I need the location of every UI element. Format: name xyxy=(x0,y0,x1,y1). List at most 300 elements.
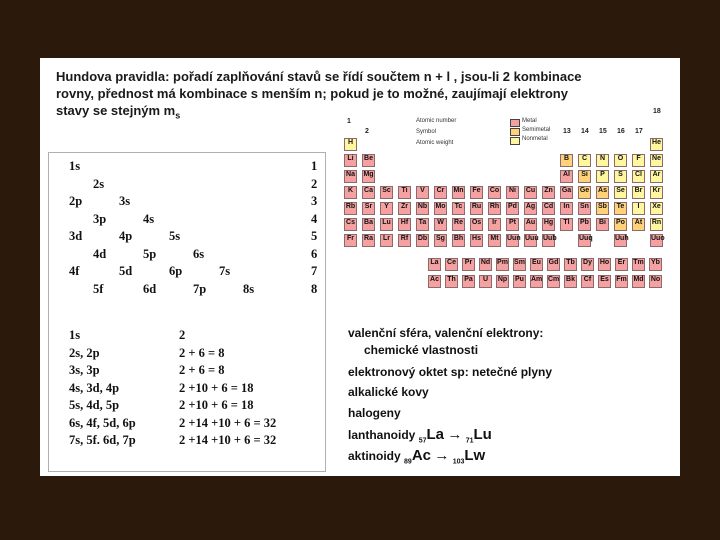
element-cell xyxy=(398,218,411,231)
shell-capacity: 2 + 6 = 8 xyxy=(179,363,225,377)
lanthanoids-start: La xyxy=(426,426,444,443)
element-symbol: Se xyxy=(616,187,625,194)
element-cell xyxy=(362,218,375,231)
shell-capacity: 2 +10 + 6 = 18 xyxy=(179,398,254,412)
actinoids-end-z: 103 xyxy=(452,458,465,466)
element-cell xyxy=(596,170,609,183)
orbital-cell: 2s xyxy=(93,176,105,191)
element-cell xyxy=(542,202,555,215)
row-number: 4 xyxy=(311,211,318,226)
element-symbol: Uub xyxy=(543,235,557,242)
element-cell xyxy=(524,186,537,199)
element-symbol: Rb xyxy=(345,203,356,210)
element-symbol: Yb xyxy=(651,259,660,266)
element-symbol: Xe xyxy=(652,203,661,210)
element-cell xyxy=(632,275,645,288)
element-symbol: Er xyxy=(617,259,626,266)
element-symbol: Ca xyxy=(364,187,373,194)
element-symbol: Cl xyxy=(635,171,642,178)
orbital-cell: 1s xyxy=(69,159,81,173)
valence-line: valenční sféra, valenční elektrony: xyxy=(348,326,544,340)
legend-symbol: Symbol xyxy=(416,129,437,135)
element-symbol: Nb xyxy=(417,203,428,210)
element-symbol: Ir xyxy=(492,219,497,226)
element-cell xyxy=(578,202,591,215)
element-symbol: Bh xyxy=(453,235,464,242)
element-cell xyxy=(344,186,357,199)
element-symbol: Hf xyxy=(400,219,409,226)
element-cell xyxy=(428,258,441,271)
element-cell xyxy=(362,202,375,215)
group-label: 1 xyxy=(347,118,351,125)
legend-semimetal-swatch xyxy=(510,128,520,136)
element-symbol: Mo xyxy=(435,203,446,210)
element-cell xyxy=(650,186,663,199)
row-number: 6 xyxy=(311,246,318,261)
element-cell xyxy=(650,218,663,231)
periodic-table xyxy=(340,108,678,298)
element-symbol: Es xyxy=(600,276,609,283)
element-cell xyxy=(344,218,357,231)
element-cell xyxy=(578,218,591,231)
element-symbol: As xyxy=(598,187,607,194)
element-symbol: Uuq xyxy=(579,235,593,242)
element-cell xyxy=(362,170,375,183)
element-symbol: Mg xyxy=(363,171,374,178)
element-cell xyxy=(542,234,555,247)
shell-capacity: 2 xyxy=(179,328,186,342)
actinoids-start-z: 89 xyxy=(404,458,412,466)
shell-capacity: 2 +14 +10 + 6 = 32 xyxy=(179,415,277,430)
orbital-cell: 6p xyxy=(169,264,183,278)
element-symbol: Sg xyxy=(436,235,445,242)
element-symbol: Bk xyxy=(566,276,575,283)
group-label: 17 xyxy=(635,128,643,135)
element-cell xyxy=(513,275,526,288)
element-cell xyxy=(650,202,663,215)
orbital-cell: 4d xyxy=(93,246,107,261)
element-cell xyxy=(434,186,447,199)
shell-combo: 7s, 5f. 6d, 7p xyxy=(69,433,136,447)
element-symbol: Po xyxy=(616,219,625,226)
actinoids-label: aktinoidy xyxy=(348,449,401,463)
element-cell xyxy=(578,186,591,199)
element-cell xyxy=(632,170,645,183)
element-symbol: Ac xyxy=(430,276,439,283)
element-cell xyxy=(564,258,577,271)
element-cell xyxy=(362,154,375,167)
element-cell xyxy=(560,218,573,231)
element-cell xyxy=(650,170,663,183)
element-cell xyxy=(530,258,543,271)
element-cell xyxy=(479,275,492,288)
element-cell xyxy=(615,258,628,271)
row-number: 5 xyxy=(311,229,318,243)
element-symbol: Li xyxy=(347,155,354,162)
element-symbol: Ba xyxy=(364,219,373,226)
element-cell xyxy=(614,186,627,199)
actinoids-line xyxy=(348,447,485,465)
orbital-cell: 5f xyxy=(93,281,104,296)
element-symbol: Cu xyxy=(525,187,536,194)
lanthanoids-end-z: 71 xyxy=(465,437,474,445)
element-symbol: Pb xyxy=(580,219,589,226)
element-symbol: C xyxy=(581,155,588,162)
element-symbol: Tc xyxy=(454,203,463,210)
element-symbol: Zr xyxy=(401,203,408,210)
element-symbol: U xyxy=(482,276,489,283)
shell-combo: 6s, 4f, 5d, 6p xyxy=(69,415,136,430)
legend-atomic-number: Atomic number xyxy=(416,118,457,124)
element-symbol: Ag xyxy=(525,203,536,210)
element-symbol: O xyxy=(617,155,624,162)
orbital-cell: 5d xyxy=(119,264,133,278)
element-symbol: Sm xyxy=(514,259,525,266)
element-symbol: Nd xyxy=(480,259,491,266)
element-cell xyxy=(496,258,509,271)
element-cell xyxy=(344,202,357,215)
element-symbol: Rh xyxy=(489,203,500,210)
element-cell xyxy=(578,154,591,167)
group-label: 15 xyxy=(599,128,607,135)
element-symbol: Am xyxy=(531,276,543,283)
shell-combo: 1s xyxy=(69,328,81,342)
element-symbol: Os xyxy=(471,219,482,226)
element-cell xyxy=(632,186,645,199)
orbital-cell: 6s xyxy=(193,246,205,261)
element-symbol: No xyxy=(650,276,661,283)
group-label: 16 xyxy=(617,128,625,135)
element-symbol: Sn xyxy=(580,203,589,210)
element-cell xyxy=(614,170,627,183)
element-symbol: Ce xyxy=(447,259,456,266)
element-symbol: Fm xyxy=(616,276,627,283)
element-cell xyxy=(578,234,591,247)
orbital-cell: 7p xyxy=(193,281,207,296)
group-label: 14 xyxy=(581,128,589,135)
element-symbol: Hs xyxy=(472,235,481,242)
element-symbol: Sc xyxy=(382,187,391,194)
heading-line-3: stavy se stejným $m_s$ xyxy=(56,103,181,121)
element-symbol: S xyxy=(618,171,623,178)
element-cell xyxy=(488,218,501,231)
legend-nonmetal-swatch xyxy=(510,137,520,145)
element-cell xyxy=(560,202,573,215)
element-cell xyxy=(452,202,465,215)
orbital-cell: 6d xyxy=(143,281,157,296)
element-cell xyxy=(547,275,560,288)
element-cell xyxy=(530,275,543,288)
row-number: 3 xyxy=(311,194,318,208)
element-cell xyxy=(398,202,411,215)
element-symbol: Cm xyxy=(548,276,560,283)
element-symbol: Bi xyxy=(599,219,606,226)
element-symbol: W xyxy=(437,219,444,226)
element-cell xyxy=(598,275,611,288)
element-cell xyxy=(416,234,429,247)
element-symbol: Br xyxy=(634,187,643,194)
element-symbol: Ra xyxy=(364,235,373,242)
element-cell xyxy=(362,234,375,247)
chemical-line: chemické vlastnosti xyxy=(364,343,479,357)
element-symbol: La xyxy=(430,259,439,266)
element-cell xyxy=(452,186,465,199)
element-cell xyxy=(560,170,573,183)
element-cell xyxy=(596,154,609,167)
element-cell xyxy=(614,202,627,215)
element-symbol: Pm xyxy=(497,259,508,266)
element-cell xyxy=(542,218,555,231)
element-symbol: In xyxy=(563,203,570,210)
element-cell xyxy=(506,202,519,215)
element-cell xyxy=(445,275,458,288)
element-symbol: Mn xyxy=(453,187,464,194)
element-cell xyxy=(632,154,645,167)
filling-order-panel xyxy=(48,152,326,472)
element-symbol: Sb xyxy=(598,203,607,210)
element-cell xyxy=(542,186,555,199)
element-cell xyxy=(560,154,573,167)
element-symbol: Np xyxy=(497,276,508,283)
orbital-cell: 4f xyxy=(69,264,80,278)
element-symbol: Pa xyxy=(464,276,473,283)
element-symbol: At xyxy=(634,219,643,226)
element-symbol: Si xyxy=(581,171,588,178)
element-symbol: H xyxy=(347,139,354,146)
element-cell xyxy=(596,218,609,231)
element-cell xyxy=(434,218,447,231)
element-symbol: Fr xyxy=(347,235,354,242)
row-number: 2 xyxy=(311,176,318,191)
orbital-cell: 5p xyxy=(143,246,157,261)
element-cell xyxy=(615,275,628,288)
legend-metal: Metal xyxy=(522,118,537,124)
element-cell xyxy=(560,186,573,199)
actinoids-end: Lw xyxy=(464,447,486,464)
orbital-cell: 4s xyxy=(143,211,155,226)
element-symbol: K xyxy=(347,187,354,194)
row-number: 8 xyxy=(311,281,318,296)
element-symbol: Eu xyxy=(532,259,541,266)
orbital-cell: 8s xyxy=(243,281,255,296)
element-cell xyxy=(614,154,627,167)
element-symbol: Pu xyxy=(515,276,524,283)
element-symbol: Cf xyxy=(583,276,592,283)
element-cell xyxy=(344,154,357,167)
group-label: 2 xyxy=(365,128,369,135)
group-label: 13 xyxy=(563,128,571,135)
legend-semimetal: Semimetal xyxy=(522,127,551,133)
element-cell xyxy=(598,258,611,271)
element-cell xyxy=(564,275,577,288)
orbital-cell: 7s xyxy=(219,264,231,278)
element-cell xyxy=(614,218,627,231)
element-symbol: Dy xyxy=(583,259,592,266)
element-cell xyxy=(452,218,465,231)
element-symbol: Uun xyxy=(507,235,521,242)
legend-nonmetal: Nonmetal xyxy=(522,136,548,142)
element-cell xyxy=(470,202,483,215)
element-cell xyxy=(524,234,537,247)
element-cell xyxy=(649,258,662,271)
element-cell xyxy=(470,218,483,231)
element-symbol: Uuo xyxy=(651,235,665,242)
lanthanoids-label: lanthanoidy xyxy=(348,428,416,442)
element-cell xyxy=(416,202,429,215)
element-cell xyxy=(470,234,483,247)
element-cell xyxy=(614,234,627,247)
element-symbol: Fe xyxy=(472,187,481,194)
lanthanoids-end: Lu xyxy=(473,426,492,443)
row-number: 1 xyxy=(311,159,318,173)
element-cell xyxy=(344,234,357,247)
shell-capacity: 2 +10 + 6 = 18 xyxy=(179,380,254,395)
element-cell xyxy=(506,218,519,231)
heading-line-1: Hundova pravidla: pořadí zaplňování stavů se řídí součtem n + l , jsou-li 2 kombinace xyxy=(56,69,582,84)
element-cell xyxy=(488,186,501,199)
element-cell xyxy=(344,138,357,151)
element-symbol: Md xyxy=(633,276,644,283)
element-cell xyxy=(596,202,609,215)
lanthanoids-line xyxy=(348,426,492,444)
element-cell xyxy=(344,170,357,183)
element-cell xyxy=(496,275,509,288)
element-symbol: Cd xyxy=(543,203,554,210)
element-cell xyxy=(632,258,645,271)
element-cell xyxy=(547,258,560,271)
legend-metal-swatch xyxy=(510,119,520,127)
element-symbol: Cs xyxy=(346,219,355,226)
element-symbol: Tm xyxy=(633,259,644,266)
orbital-cell: 3s xyxy=(119,194,131,208)
element-symbol: Pd xyxy=(508,203,517,210)
element-symbol: Y xyxy=(384,203,389,210)
element-symbol: Uuu xyxy=(525,235,539,242)
element-symbol: Ge xyxy=(579,187,590,194)
orbital-cell: 3d xyxy=(69,229,83,243)
orbital-cell: 4p xyxy=(119,229,133,243)
element-cell xyxy=(650,234,663,247)
shell-capacity: 2 + 6 = 8 xyxy=(179,345,225,360)
element-cell xyxy=(362,186,375,199)
element-symbol: Co xyxy=(489,187,500,194)
element-symbol: Tb xyxy=(566,259,575,266)
shell-combo: 4s, 3d, 4p xyxy=(69,380,120,395)
element-symbol: Re xyxy=(454,219,463,226)
slide xyxy=(40,58,680,476)
element-symbol: Mt xyxy=(490,235,499,242)
group-label: 18 xyxy=(653,108,661,115)
element-symbol: Sr xyxy=(364,203,373,210)
element-cell xyxy=(632,218,645,231)
element-cell xyxy=(488,234,501,247)
element-cell xyxy=(506,234,519,247)
element-symbol: Au xyxy=(525,219,536,226)
element-cell xyxy=(488,202,501,215)
orbital-cell: 2p xyxy=(69,194,83,208)
element-cell xyxy=(380,218,393,231)
element-cell xyxy=(581,258,594,271)
element-symbol: B xyxy=(563,155,570,162)
element-cell xyxy=(398,186,411,199)
alkali-line: alkalické kovy xyxy=(348,385,429,399)
lanthanoids-arrow: → xyxy=(447,426,463,443)
element-cell xyxy=(649,275,662,288)
element-cell xyxy=(650,154,663,167)
element-symbol: Uuh xyxy=(615,235,629,242)
element-cell xyxy=(428,275,441,288)
element-cell xyxy=(524,202,537,215)
element-cell xyxy=(434,234,447,247)
shell-capacity: 2 +14 +10 + 6 = 32 xyxy=(179,433,277,447)
row-number: 7 xyxy=(311,264,318,278)
heading-line-2: rovny, přednost má kombinace s menším n; pokud je to možné, zaujímají elektrony xyxy=(56,86,568,101)
heading-line-3-sub: s xyxy=(175,110,181,121)
element-symbol: Cr xyxy=(436,187,445,194)
element-symbol: Rn xyxy=(651,219,662,226)
element-symbol: Na xyxy=(346,171,355,178)
element-cell xyxy=(416,186,429,199)
element-cell xyxy=(596,186,609,199)
element-symbol: He xyxy=(652,139,661,146)
orbital-cell: 3p xyxy=(93,211,107,226)
element-cell xyxy=(506,186,519,199)
orbital-cell: 5s xyxy=(169,229,181,243)
shell-combo: 3s, 3p xyxy=(69,363,100,377)
actinoids-arrow: → xyxy=(434,447,450,464)
element-symbol: V xyxy=(420,187,425,194)
element-cell xyxy=(380,234,393,247)
element-cell xyxy=(445,258,458,271)
element-cell xyxy=(462,258,475,271)
element-symbol: Lu xyxy=(382,219,391,226)
lanthanoids-start-z: 57 xyxy=(418,437,427,445)
element-cell xyxy=(462,275,475,288)
element-symbol: Lr xyxy=(383,235,390,242)
element-symbol: Ga xyxy=(561,187,572,194)
actinoids-start: Ac xyxy=(411,447,432,464)
element-symbol: Pr xyxy=(464,259,473,266)
element-symbol: Pt xyxy=(509,219,516,226)
element-symbol: I xyxy=(637,203,640,210)
element-symbol: Kr xyxy=(652,187,661,194)
element-symbol: Ti xyxy=(401,187,408,194)
element-symbol: P xyxy=(600,171,605,178)
element-cell xyxy=(380,202,393,215)
element-cell xyxy=(581,275,594,288)
element-symbol: Ru xyxy=(471,203,482,210)
element-cell xyxy=(479,258,492,271)
element-cell xyxy=(513,258,526,271)
element-cell xyxy=(434,202,447,215)
element-cell xyxy=(632,202,645,215)
element-cell xyxy=(380,186,393,199)
octet-line: elektronový oktet sp: netečné plyny xyxy=(348,365,553,379)
element-symbol: Te xyxy=(616,203,625,210)
element-symbol: Al xyxy=(563,171,570,178)
element-symbol: Ta xyxy=(418,219,427,226)
element-cell xyxy=(452,234,465,247)
element-cell xyxy=(470,186,483,199)
element-symbol: Rf xyxy=(400,235,409,242)
element-symbol: Hg xyxy=(543,219,554,226)
element-symbol: Be xyxy=(364,155,373,162)
element-symbol: Zn xyxy=(544,187,553,194)
element-cell xyxy=(416,218,429,231)
element-symbol: N xyxy=(599,155,606,162)
shell-combo: 5s, 4d, 5p xyxy=(69,398,120,412)
halogens-line: halogeny xyxy=(348,406,401,420)
